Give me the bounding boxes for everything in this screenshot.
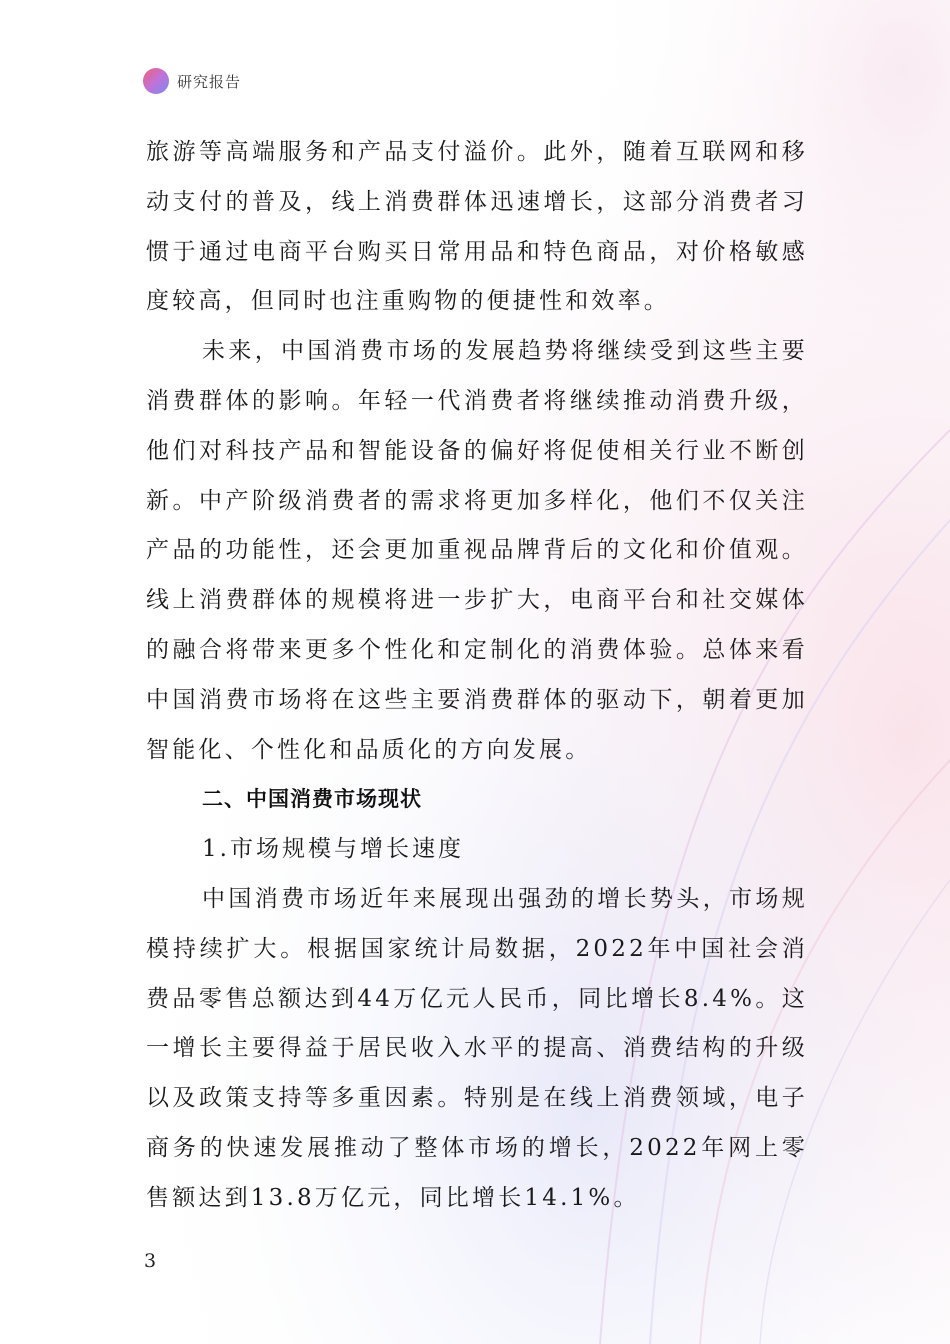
document-body bbox=[146, 128, 808, 1224]
paragraph-market-size: 中国消费市场近年来展现出强劲的增长势头，市场规模持续扩大。根据国家统计局数据，2022年中国社会消费品零售总额达到44万亿元人民币，同比增长8.4%。这一增长主要得益于居民收入水平的提高、消费结构的升级以及政策支持等多重因素。特别是在线上消费领域，电子商务的快速发展推动了整体市场的增长，2022年网上零售额达到13.8万亿元，同比增长14.1%。 bbox=[146, 885, 808, 1211]
page-number: 3 bbox=[144, 1250, 157, 1272]
report-header bbox=[143, 66, 241, 96]
subsection-heading: 1.市场规模与增长速度 bbox=[202, 836, 464, 863]
logo-circle-icon bbox=[143, 68, 169, 94]
paragraph-future-trends: 未来，中国消费市场的发展趋势将继续受到这些主要消费群体的影响。年轻一代消费者将继续推动消费升级，他们对科技产品和智能设备的偏好将促使相关行业不断创新。中产阶级消费者的需求将更加多样化，他们不仅关注产品的功能性，还会更加重视品牌背后的文化和价值观。线上消费群体的规模将进一步扩大，电商平台和社交媒体的融合将带来更多个性化和定制化的消费体验。总体来看中国消费市场将在这些主要消费群体的驱动下，朝着更加智能化、个性化和品质化的方向发展。 bbox=[146, 338, 808, 763]
section-heading: 二、中国消费市场现状 bbox=[202, 787, 422, 812]
header-title: 研究报告 bbox=[177, 72, 242, 91]
paragraph-continuation: 旅游等高端服务和产品支付溢价。此外，随着互联网和移动支付的普及，线上消费群体迅速增长，这部分消费者习惯于通过电商平台购买日常用品和特色商品，对价格敏感度较高，但同时也注重购物的便捷性和效率。 bbox=[146, 139, 808, 315]
